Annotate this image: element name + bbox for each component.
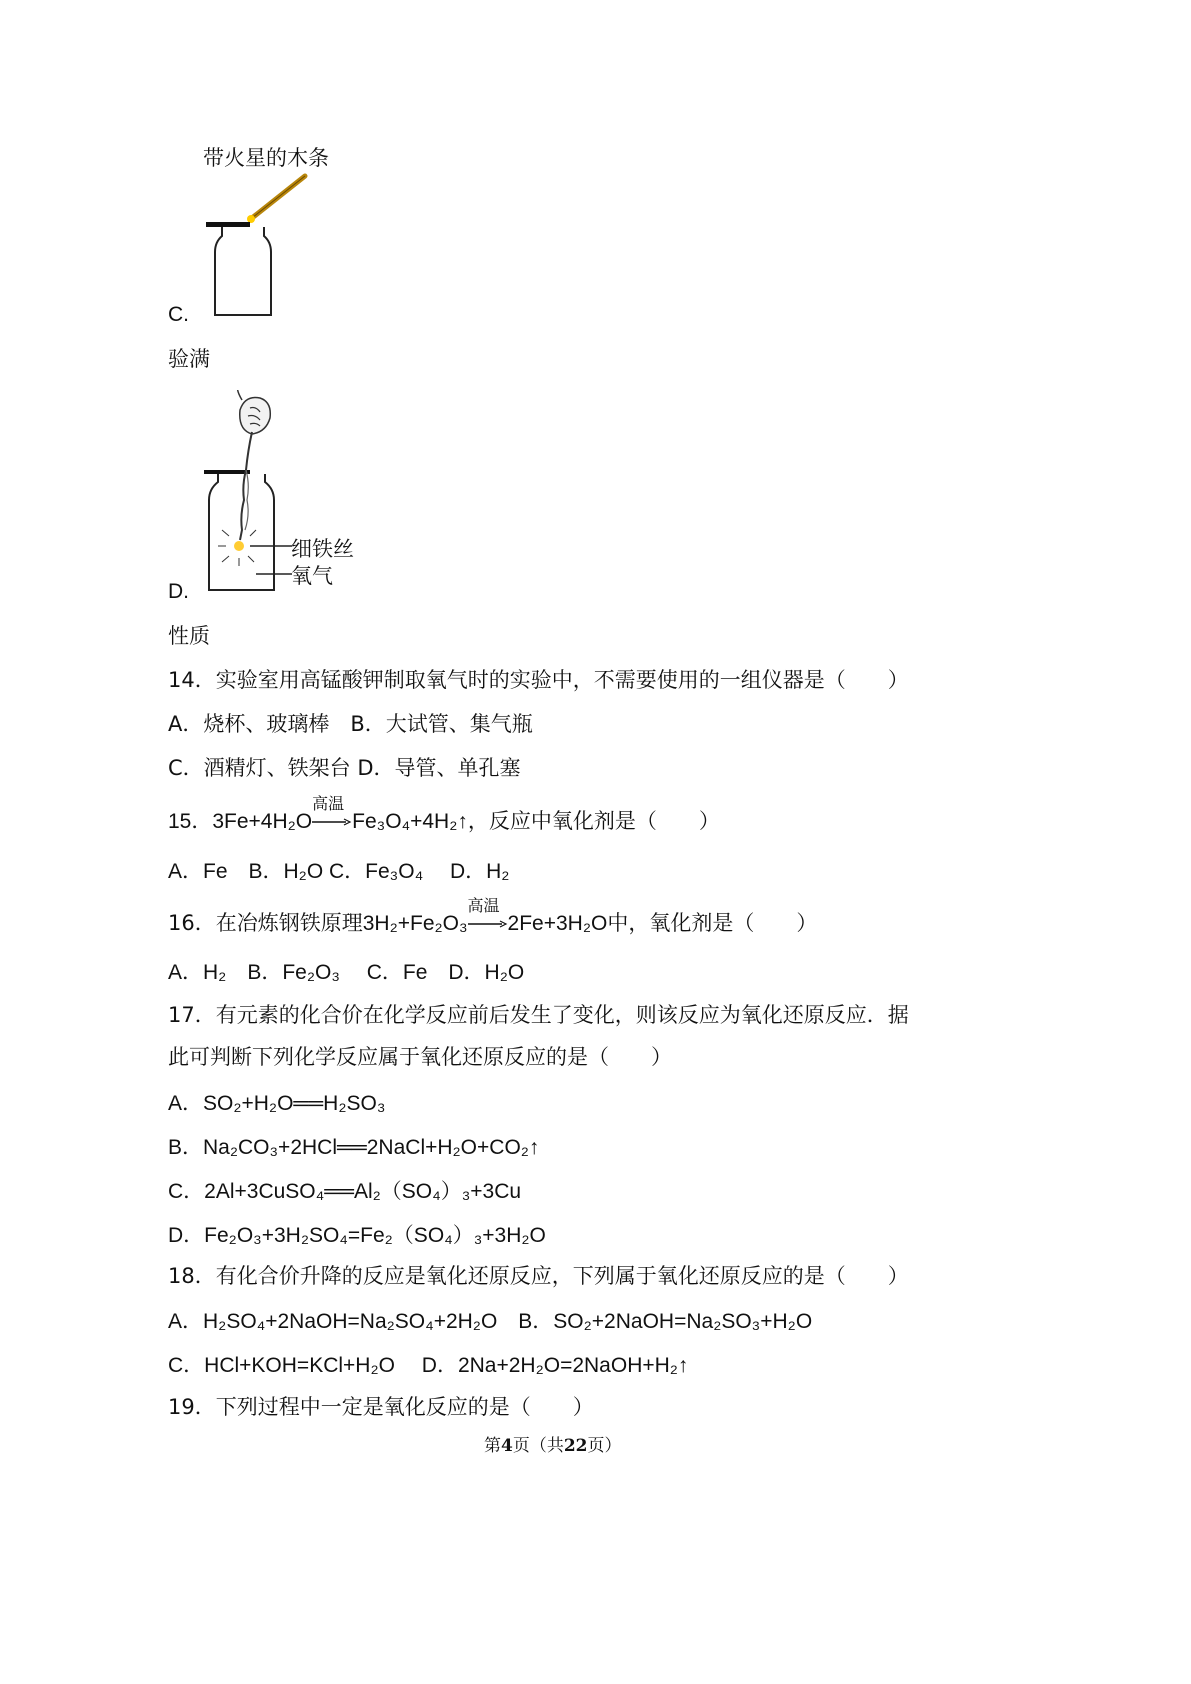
q18-stem: 18．有化合价升降的反应是氧化还原反应，下列属于氧化还原反应的是（ ） [168, 1264, 909, 1288]
q15-options: A．Fe B．H₂O C．Fe₃O₄ D．H₂ [168, 860, 510, 883]
q17-option-a: A．SO₂+H₂O══H₂SO₃ [168, 1092, 386, 1115]
caption-yanman: 验满 [168, 347, 210, 371]
option-c-label: C. [168, 303, 189, 326]
q17-stem-line1: 17．有元素的化合价在化学反应前后发生了变化，则该反应为氧化还原反应．据 [168, 1003, 909, 1027]
q15-reaction-arrow [312, 794, 352, 830]
q16-lead: 16．在冶炼钢铁原理 [168, 911, 363, 935]
q17-stem-line2: 此可判断下列化学反应属于氧化还原反应的是（ ） [168, 1045, 672, 1069]
q15-tail: ，反应中氧化剂是（ ） [467, 809, 720, 833]
label-iron-wire: 细铁丝 [291, 537, 354, 561]
label-oxygen: 氧气 [291, 564, 333, 588]
q16-tail: 中，氧化剂是（ ） [607, 911, 818, 935]
q17-option-b: B．Na₂CO₃+2HCl══2NaCl+H₂O+CO₂↑ [168, 1136, 540, 1159]
footer-prefix: 第 [484, 1436, 501, 1456]
q15-reactants: 3Fe+4H₂O [212, 810, 313, 833]
bottle-splint-diagram [200, 168, 320, 323]
q15-number: 15． [168, 810, 213, 833]
q16-reaction-arrow [467, 896, 508, 932]
q16-options: A．H₂ B．Fe₂O₃ C．Fe D．H₂O [168, 961, 525, 984]
q17-option-d: D．Fe₂O₃+3H₂SO₄=Fe₂（SO₄）₃+3H₂O [168, 1224, 546, 1247]
q16-products: 2Fe+3H₂O [507, 912, 608, 935]
splint-label: 带火星的木条 [203, 146, 329, 170]
page-footer [484, 1438, 622, 1455]
option-d-label: D. [168, 580, 189, 603]
footer-suffix: 页） [587, 1436, 622, 1456]
footer-middle: 页（共 [512, 1436, 564, 1456]
q16-condition: 高温 [467, 896, 500, 915]
footer-page-number: 4 [501, 1436, 513, 1456]
q15-condition: 高温 [312, 794, 345, 813]
q17-option-c: C．2Al+3CuSO₄══Al₂（SO₄）₃+3Cu [168, 1180, 522, 1203]
q15-products: Fe₃O₄+4H₂↑ [352, 810, 468, 833]
q16-reactants: 3H₂+Fe₂O₃ [362, 912, 468, 935]
q19-stem: 19．下列过程中一定是氧化反应的是（ ） [168, 1395, 594, 1419]
q14-options-ab: A．烧杯、玻璃棒 B．大试管、集气瓶 [168, 712, 533, 736]
q18-options-ab: A．H₂SO₄+2NaOH=Na₂SO₄+2H₂O B．SO₂+2NaOH=Na₂SO₃+H₂O [168, 1310, 813, 1333]
iron-wire-oxygen-diagram [200, 390, 360, 595]
caption-xingzhi: 性质 [168, 624, 210, 648]
footer-total-pages: 22 [563, 1436, 588, 1456]
q18-options-cd: C．HCl+KOH=KCl+H₂O D．2Na+2H₂O=2NaOH+H₂↑ [168, 1354, 689, 1377]
q14-options-cd: C．酒精灯、铁架台 D．导管、单孔塞 [168, 756, 521, 780]
q14-stem: 14．实验室用高锰酸钾制取氧气时的实验中，不需要使用的一组仪器是（ ） [168, 668, 909, 692]
